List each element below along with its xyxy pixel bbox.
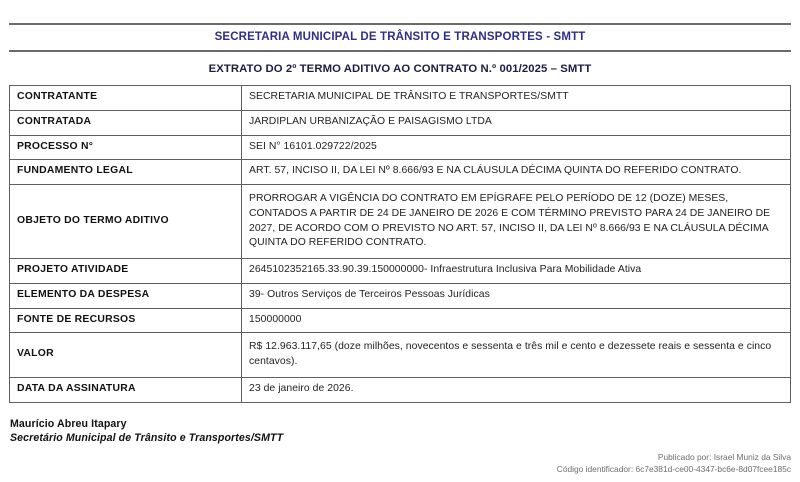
- row-label-fundamento-legal: FUNDAMENTO LEGAL: [10, 160, 242, 185]
- table-row: [10, 185, 791, 259]
- published-by-text: Publicado por: Israel Muniz da Silva: [657, 451, 791, 462]
- table-row: [10, 333, 791, 378]
- signatory-name: Maurício Abreu Itapary: [10, 417, 127, 430]
- row-label-fonte-recursos: FONTE DE RECURSOS: [10, 308, 242, 333]
- row-value-contratante: SECRETARIA MUNICIPAL DE TRÂNSITO E TRANSPORTES/SMTT: [242, 86, 791, 111]
- signatory-role: Secretário Municipal de Trânsito e Transportes/SMTT: [10, 432, 284, 445]
- contract-extract-table: [9, 85, 791, 403]
- table-row: [10, 259, 791, 284]
- row-value-elemento-despesa: 39- Outros Serviços de Terceiros Pessoas Jurídicas: [242, 283, 791, 308]
- table-body: [10, 86, 791, 403]
- row-label-contratada: CONTRATADA: [10, 110, 242, 135]
- table-row: [10, 86, 791, 111]
- publication-footer: [557, 451, 791, 475]
- signature-block: [9, 417, 791, 446]
- row-label-valor: VALOR: [10, 333, 242, 378]
- row-label-projeto-atividade: PROJETO ATIVIDADE: [10, 259, 242, 284]
- row-value-projeto-atividade: 2645102352165.33.90.39.150000000- Infraestrutura Inclusiva Para Mobilidade Ativa: [242, 259, 791, 284]
- row-value-contratada: JARDIPLAN URBANIZAÇÃO E PAISAGISMO LTDA: [242, 110, 791, 135]
- table-row: [10, 283, 791, 308]
- table-row: [10, 308, 791, 333]
- table-row: [10, 110, 791, 135]
- row-label-elemento-despesa: ELEMENTO DA DESPESA: [10, 283, 242, 308]
- row-value-fundamento-legal: ART. 57, INCISO II, DA LEI Nº 8.666/93 E NA CLÁUSULA DÉCIMA QUINTA DO REFERIDO CONTRATO.: [242, 160, 791, 185]
- row-value-data-assinatura: 23 de janeiro de 2026.: [242, 378, 791, 403]
- table-row: [10, 378, 791, 403]
- table-row: [10, 160, 791, 185]
- document-header: [9, 0, 791, 85]
- document-subtitle: EXTRATO DO 2º TERMO ADITIVO AO CONTRATO N.º 001/2025 – SMTT: [208, 62, 592, 75]
- table-row: [10, 135, 791, 160]
- row-label-data-assinatura: DATA DA ASSINATURA: [10, 378, 242, 403]
- row-value-processo: SEI N° 16101.029722/2025: [242, 135, 791, 160]
- organization-title: SECRETARIA MUNICIPAL DE TRÂNSITO E TRANSPORTES - SMTT: [214, 31, 586, 43]
- row-value-objeto-termo-aditivo: PRORROGAR A VIGÊNCIA DO CONTRATO EM EPÍGRAFE PELO PERÍODO DE 12 (DOZE) MESES, CONTADOS A PARTIR DE 24 DE JANEIRO DE 2026 E COM TÉRMINO PREVISTO PARA 24 DE JANEIRO DE 2027, DE ACORDO COM O PREVISTO NO ART. 57, INCISO II, DA LEI Nº 8.666/93 E NA CLÁUSULA DÉCIMA QUINTA DO REFERIDO CONTRATO.: [242, 185, 791, 259]
- row-value-fonte-recursos: 150000000: [242, 308, 791, 333]
- identifier-code-text: Código identificador: 6c7e381d-ce00-4347-bc6e-8d07fcee185c: [556, 463, 791, 474]
- row-label-contratante: CONTRATANTE: [10, 86, 242, 111]
- row-value-valor: R$ 12.963.117,65 (doze milhões, novecentos e sessenta e três mil e cento e dezessete reais e sessenta e cinco centavos).: [242, 333, 791, 378]
- row-label-objeto-termo-aditivo: OBJETO DO TERMO ADITIVO: [10, 185, 242, 259]
- row-label-processo: PROCESSO N°: [10, 135, 242, 160]
